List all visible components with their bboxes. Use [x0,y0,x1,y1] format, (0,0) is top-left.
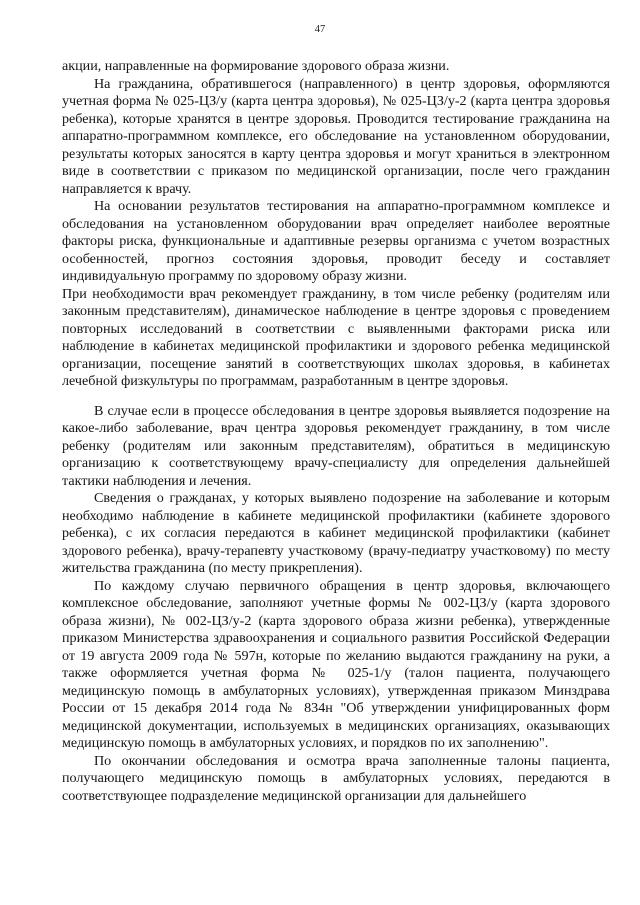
paragraph-continuation: акции, направленные на формирование здорового образа жизни. [62,58,450,74]
paragraph-patient-information: Сведения о гражданах, у которых выявлено подозрение на заболевание и которым необходимо наблюдение в кабинете медицинской профилактики (кабинете здорового ребенка), с их согласия передаются в кабинет медицинской профилактики (кабинет здорового ребенка), врачу-терапевту участковому (врачу-педиатру участковому) по месту жительства гражданина (по месту прикрепления). [62,490,610,576]
paragraph-health-center-forms: На гражданина, обратившегося (направленного) в центр здоровья, оформляются учетная форма № 025-ЦЗ/у (карта центра здоровья), № 025-ЦЗ/у-2 (карта центра здоровья ребенка), которые хранятся в центре здоровья. Проводится тестирование гражданина на аппаратно-программном комплексе, его обследование на установленном оборудовании, результаты которых заносятся в карту центра здоровья и могут храниться в электронном виде в соответствии с приказом по медицинской организации, после чего гражданин направляется к врачу. [62,75,610,197]
page-number: 47 [314,24,326,35]
paragraph-doctor-recommendation: При необходимости врач рекомендует гражданину, в том числе ребенку (родителям или законным представителям), динамическое наблюдение в центре здоровья с проведением повторных исследований в соответствии с выявленными факторами риска или наблюдение в кабинетах медицинской профилактики и здорового ребенка медицинской организации, посещение занятий в соответствующих школах здоровья, в кабинетах лечебной физкультуры по программам, разработанным в центре здоровья. [62,285,610,389]
paragraph-suspected-disease: В случае если в процессе обследования в центре здоровья выявляется подозрение на какое-либо заболевание, врач центра здоровья рекомендует гражданину, в том числе ребенку (родителям или законным представителям), обратиться в медицинскую организацию к соответствующему врачу-специалисту для определения дальнейшей тактики наблюдения и лечения. [62,402,610,489]
paragraph-accounting-forms: По каждому случаю первичного обращения в центр здоровья, включающего комплексное обследование, заполняют учетные формы № 002-ЦЗ/у (карта здорового образа жизни), № 002-ЦЗ/у-2 (карта здорового образа жизни ребенка), утвержденные приказом Министерства здравоохранения и социального развития Российской Федерации от 19 августа 2009 года № 597н, которые по желанию выдаются гражданину на руки, а также оформляется учетная форма № 025-1/у (талон пациента, получающего медицинскую помощь в амбулаторных условиях), утвержденная приказом Минздрава России от 15 декабря 2014 года № 834н "Об утверждении унифицированных форм медицинской документации, используемых в медицинских организациях, оказывающих медицинскую помощь в амбулаторных условиях, и порядков по их заполнению". [62,577,610,751]
paragraph-testing-results: На основании результатов тестирования на аппаратно-программном комплексе и обследования на установленном оборудовании врач определяет наиболее вероятные факторы риска, функциональные и адаптивные резервы организма с учетом возрастных особенностей, прогноз состояния здоровья, проводит беседу и составляет индивидуальную программу по здоровому образу жизни. [62,198,610,284]
document-body [62,58,610,804]
paragraph-examination-end: По окончании обследования и осмотра врача заполненные талоны пациента, получающего медицинскую помощь в амбулаторных условиях, передаются в соответствующее подразделение медицинской организации для дальнейшего [62,752,610,804]
